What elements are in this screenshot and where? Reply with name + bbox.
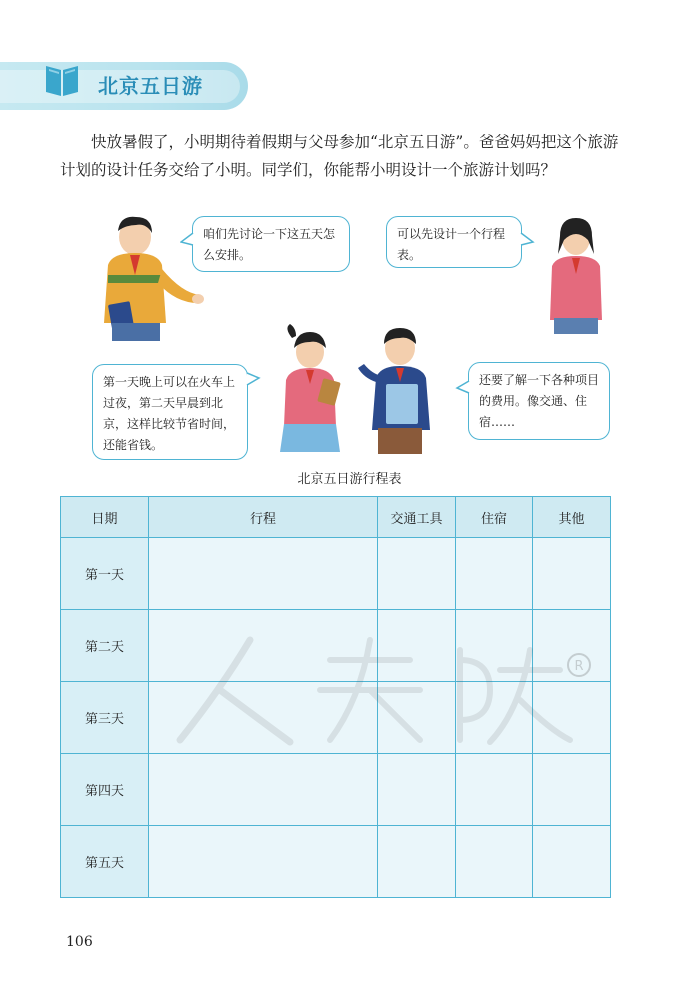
page-number: 106: [66, 934, 93, 950]
table-row: [61, 538, 611, 610]
svg-text:R: R: [574, 659, 584, 674]
other-cell[interactable]: [533, 826, 611, 898]
transport-cell[interactable]: [378, 610, 456, 682]
bubble-text: 还要了解一下各种项目的费用。像交通、住宿……: [479, 373, 600, 429]
intro-paragraph: 快放暑假了，小明期待着假期与父母参加“北京五日游”。爸爸妈妈把这个旅游计划的设计任务交给了小明。同学们，你能帮小明设计一个旅游计划吗？: [60, 133, 619, 179]
bubble-tail: [519, 232, 535, 248]
bubble-tail: [180, 232, 196, 248]
two-students-illustration: [272, 322, 442, 458]
table-header-row: [61, 497, 611, 538]
lodging-cell[interactable]: [456, 682, 533, 754]
column-header-other: 其他: [533, 497, 611, 538]
day-label: 第五天: [61, 826, 149, 898]
column-header-itinerary: 行程: [149, 497, 378, 538]
table-row: [61, 754, 611, 826]
bubble-tail: [455, 380, 471, 396]
table-row: [61, 682, 611, 754]
transport-cell[interactable]: [378, 682, 456, 754]
column-header-date: 日期: [61, 497, 149, 538]
lodging-cell[interactable]: [456, 826, 533, 898]
lodging-cell[interactable]: [456, 538, 533, 610]
itinerary-table: [60, 496, 611, 898]
lodging-cell[interactable]: [456, 754, 533, 826]
day-label: 第四天: [61, 754, 149, 826]
column-header-transport: 交通工具: [378, 497, 456, 538]
speech-bubble-schedule: [386, 216, 522, 268]
itinerary-cell[interactable]: [149, 682, 378, 754]
table-row: [61, 826, 611, 898]
table-row: [61, 610, 611, 682]
bubble-text: 可以先设计一个行程表。: [397, 227, 506, 262]
other-cell[interactable]: [533, 754, 611, 826]
page-title: 北京五日游: [98, 74, 203, 98]
other-cell[interactable]: [533, 682, 611, 754]
transport-cell[interactable]: [378, 826, 456, 898]
speech-bubble-train: [92, 364, 248, 460]
book-icon: [42, 60, 82, 100]
itinerary-cell[interactable]: [149, 610, 378, 682]
bubble-tail: [245, 372, 261, 388]
itinerary-cell[interactable]: [149, 754, 378, 826]
bubble-text: 第一天晚上可以在火车上过夜，第二天早晨到北京，这样比较节省时间，还能省钱。: [103, 375, 236, 452]
day-label: 第二天: [61, 610, 149, 682]
transport-cell[interactable]: [378, 754, 456, 826]
bubble-text: 咱们先讨论一下这五天怎么安排。: [203, 227, 336, 262]
other-cell[interactable]: [533, 538, 611, 610]
table-caption: 北京五日游行程表: [297, 472, 402, 487]
column-header-lodging: 住宿: [456, 497, 533, 538]
itinerary-cell[interactable]: [149, 538, 378, 610]
itinerary-cell[interactable]: [149, 826, 378, 898]
speech-bubble-costs: [468, 362, 610, 440]
day-label: 第一天: [61, 538, 149, 610]
speech-bubble-discuss: [192, 216, 350, 272]
registered-mark-icon: [566, 652, 592, 678]
lodging-cell[interactable]: [456, 610, 533, 682]
girl-illustration: [540, 214, 615, 339]
day-label: 第三天: [61, 682, 149, 754]
transport-cell[interactable]: [378, 538, 456, 610]
